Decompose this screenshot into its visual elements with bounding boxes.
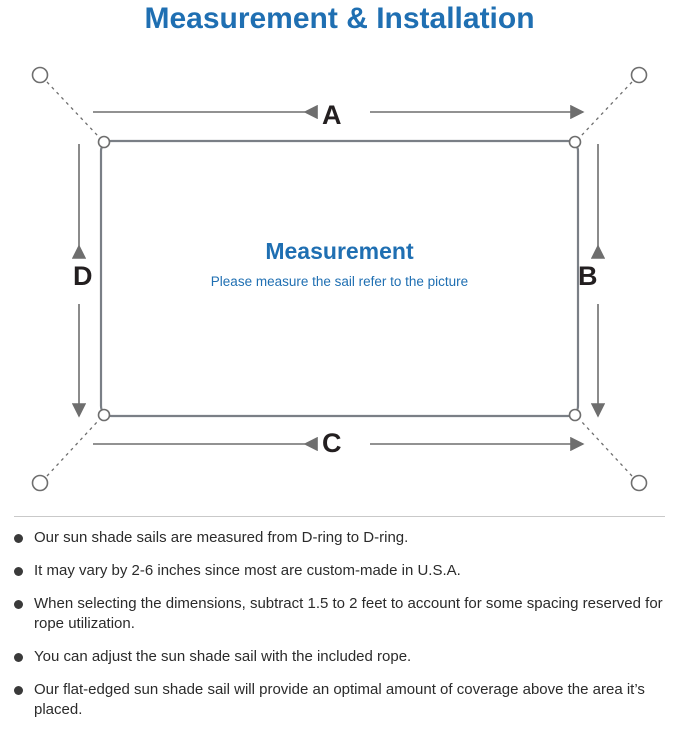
list-item bbox=[14, 680, 669, 720]
d-ring-bottom-right bbox=[570, 410, 581, 421]
bullet-icon bbox=[14, 686, 23, 695]
bullet-icon bbox=[14, 534, 23, 543]
rope-top-right bbox=[581, 82, 632, 136]
d-ring-bottom-left bbox=[99, 410, 110, 421]
list-item bbox=[14, 594, 669, 634]
anchor-bottom-left bbox=[33, 476, 48, 491]
bullet-icon bbox=[14, 653, 23, 662]
list-item-text: When selecting the dimensions, subtract 1.5 to 2 feet to account for some spacing reserved for rope utilization. bbox=[34, 595, 663, 632]
measurement-diagram bbox=[0, 46, 679, 506]
dimension-label-c: C bbox=[322, 428, 342, 458]
anchor-top-left bbox=[33, 68, 48, 83]
list-item-text: Our flat-edged sun shade sail will provide an optimal amount of coverage above the area it’s placed. bbox=[34, 681, 645, 718]
page-title: Measurement & Installation bbox=[144, 2, 535, 35]
d-ring-top-right bbox=[570, 137, 581, 148]
dimension-label-b: B bbox=[578, 261, 598, 291]
anchor-bottom-right bbox=[632, 476, 647, 491]
bullet-icon bbox=[14, 600, 23, 609]
d-ring-top-left bbox=[99, 137, 110, 148]
rope-bottom-right bbox=[581, 421, 632, 476]
bullet-icon bbox=[14, 567, 23, 576]
list-item bbox=[14, 561, 669, 581]
dimension-label-d: D bbox=[73, 261, 93, 291]
anchor-top-right bbox=[632, 68, 647, 83]
diagram-center-subtitle: Please measure the sail refer to the picture bbox=[210, 274, 469, 289]
list-item-text: You can adjust the sun shade sail with the included rope. bbox=[34, 648, 412, 665]
list-item bbox=[14, 647, 669, 667]
notes-list bbox=[14, 528, 669, 733]
divider bbox=[14, 516, 665, 517]
diagram-center-title: Measurement bbox=[265, 238, 414, 264]
list-item bbox=[14, 528, 669, 548]
dimension-label-a: A bbox=[322, 100, 342, 130]
rope-top-left bbox=[47, 82, 98, 136]
list-item-text: It may vary by 2-6 inches since most are custom-made in U.S.A. bbox=[34, 562, 461, 579]
rope-bottom-left bbox=[47, 421, 98, 476]
list-item-text: Our sun shade sails are measured from D-ring to D-ring. bbox=[34, 529, 409, 546]
